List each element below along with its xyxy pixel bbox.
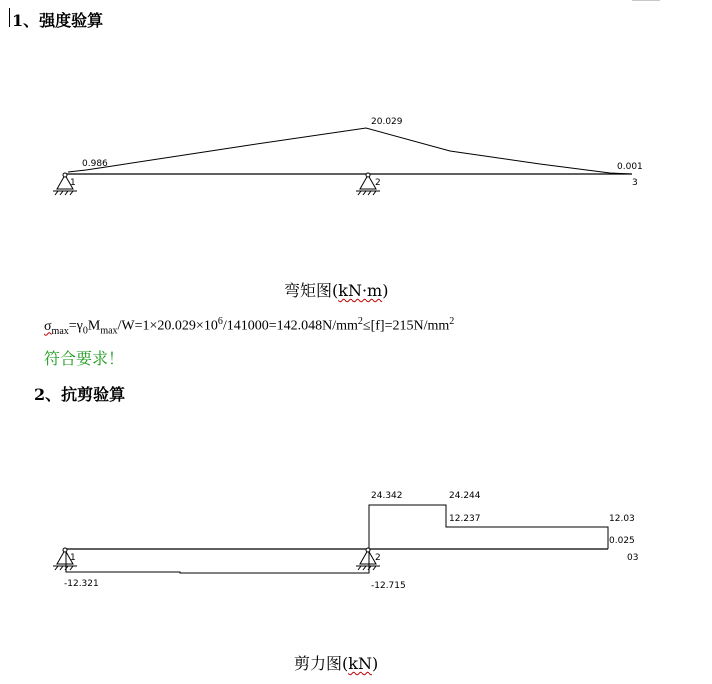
shear-caption-main: 剪力图( — [294, 654, 349, 673]
formula-exp: 6 — [217, 316, 223, 327]
moment-curve — [68, 128, 632, 174]
moment-node-3: 3 — [632, 178, 638, 188]
section-2-title: 2、抗剪验算 — [34, 385, 126, 404]
formula-part1: =γ — [68, 318, 83, 334]
shear-caption-unit: kN — [348, 654, 372, 673]
shear-label-a: 24.342 — [371, 491, 403, 501]
formula-part3: /W=1×20.029×10 — [117, 318, 218, 334]
shear-label-b: 24.244 — [449, 491, 481, 501]
shear-node-3: 03 — [627, 553, 639, 563]
shear-caption — [294, 651, 378, 674]
shear-label-d: 12.03 — [609, 514, 635, 524]
moment-caption-main: 弯矩图( — [284, 281, 339, 300]
moment-label-mid: 20.029 — [371, 117, 403, 127]
moment-caption-unit: kN·m — [338, 281, 383, 300]
strength-result: 符合要求！ — [44, 349, 125, 368]
moment-caption-close: ) — [382, 281, 389, 300]
strength-formula — [44, 316, 454, 336]
formula-sq2: 2 — [449, 316, 455, 327]
moment-node-1: 1 — [70, 178, 76, 188]
shear-caption-close: ) — [371, 654, 379, 673]
moment-label-left: 0.986 — [82, 159, 108, 169]
formula-sq1: 2 — [357, 316, 363, 327]
shear-label-mid-neg: -12.715 — [371, 581, 406, 591]
shear-node-2: 2 — [375, 553, 381, 563]
shear-negative-segment — [66, 549, 369, 573]
formula-part2: M — [87, 318, 101, 334]
formula-part4: /141000=142.048N/mm — [222, 318, 358, 334]
shear-node-1: 1 — [70, 553, 76, 563]
moment-caption — [284, 278, 388, 301]
shear-positive-segment — [369, 505, 608, 549]
shear-label-c: 12.237 — [449, 514, 481, 524]
shear-label-e: 0.025 — [609, 536, 635, 546]
formula-gamma-sub: 0 — [82, 325, 88, 337]
section-1-title: 1、强度验算 — [12, 11, 104, 30]
formula-part5: ≤[f]=215N/mm — [362, 318, 450, 334]
moment-diagram — [53, 117, 643, 195]
shear-diagram — [53, 491, 638, 591]
formula-m-sub: max — [100, 325, 118, 337]
moment-node-2: 2 — [375, 178, 381, 188]
shear-label-left-neg: -12.321 — [64, 579, 99, 589]
moment-label-right: 0.001 — [617, 162, 643, 172]
formula-sigma: $\sigma_{max}$ — [44, 318, 69, 337]
